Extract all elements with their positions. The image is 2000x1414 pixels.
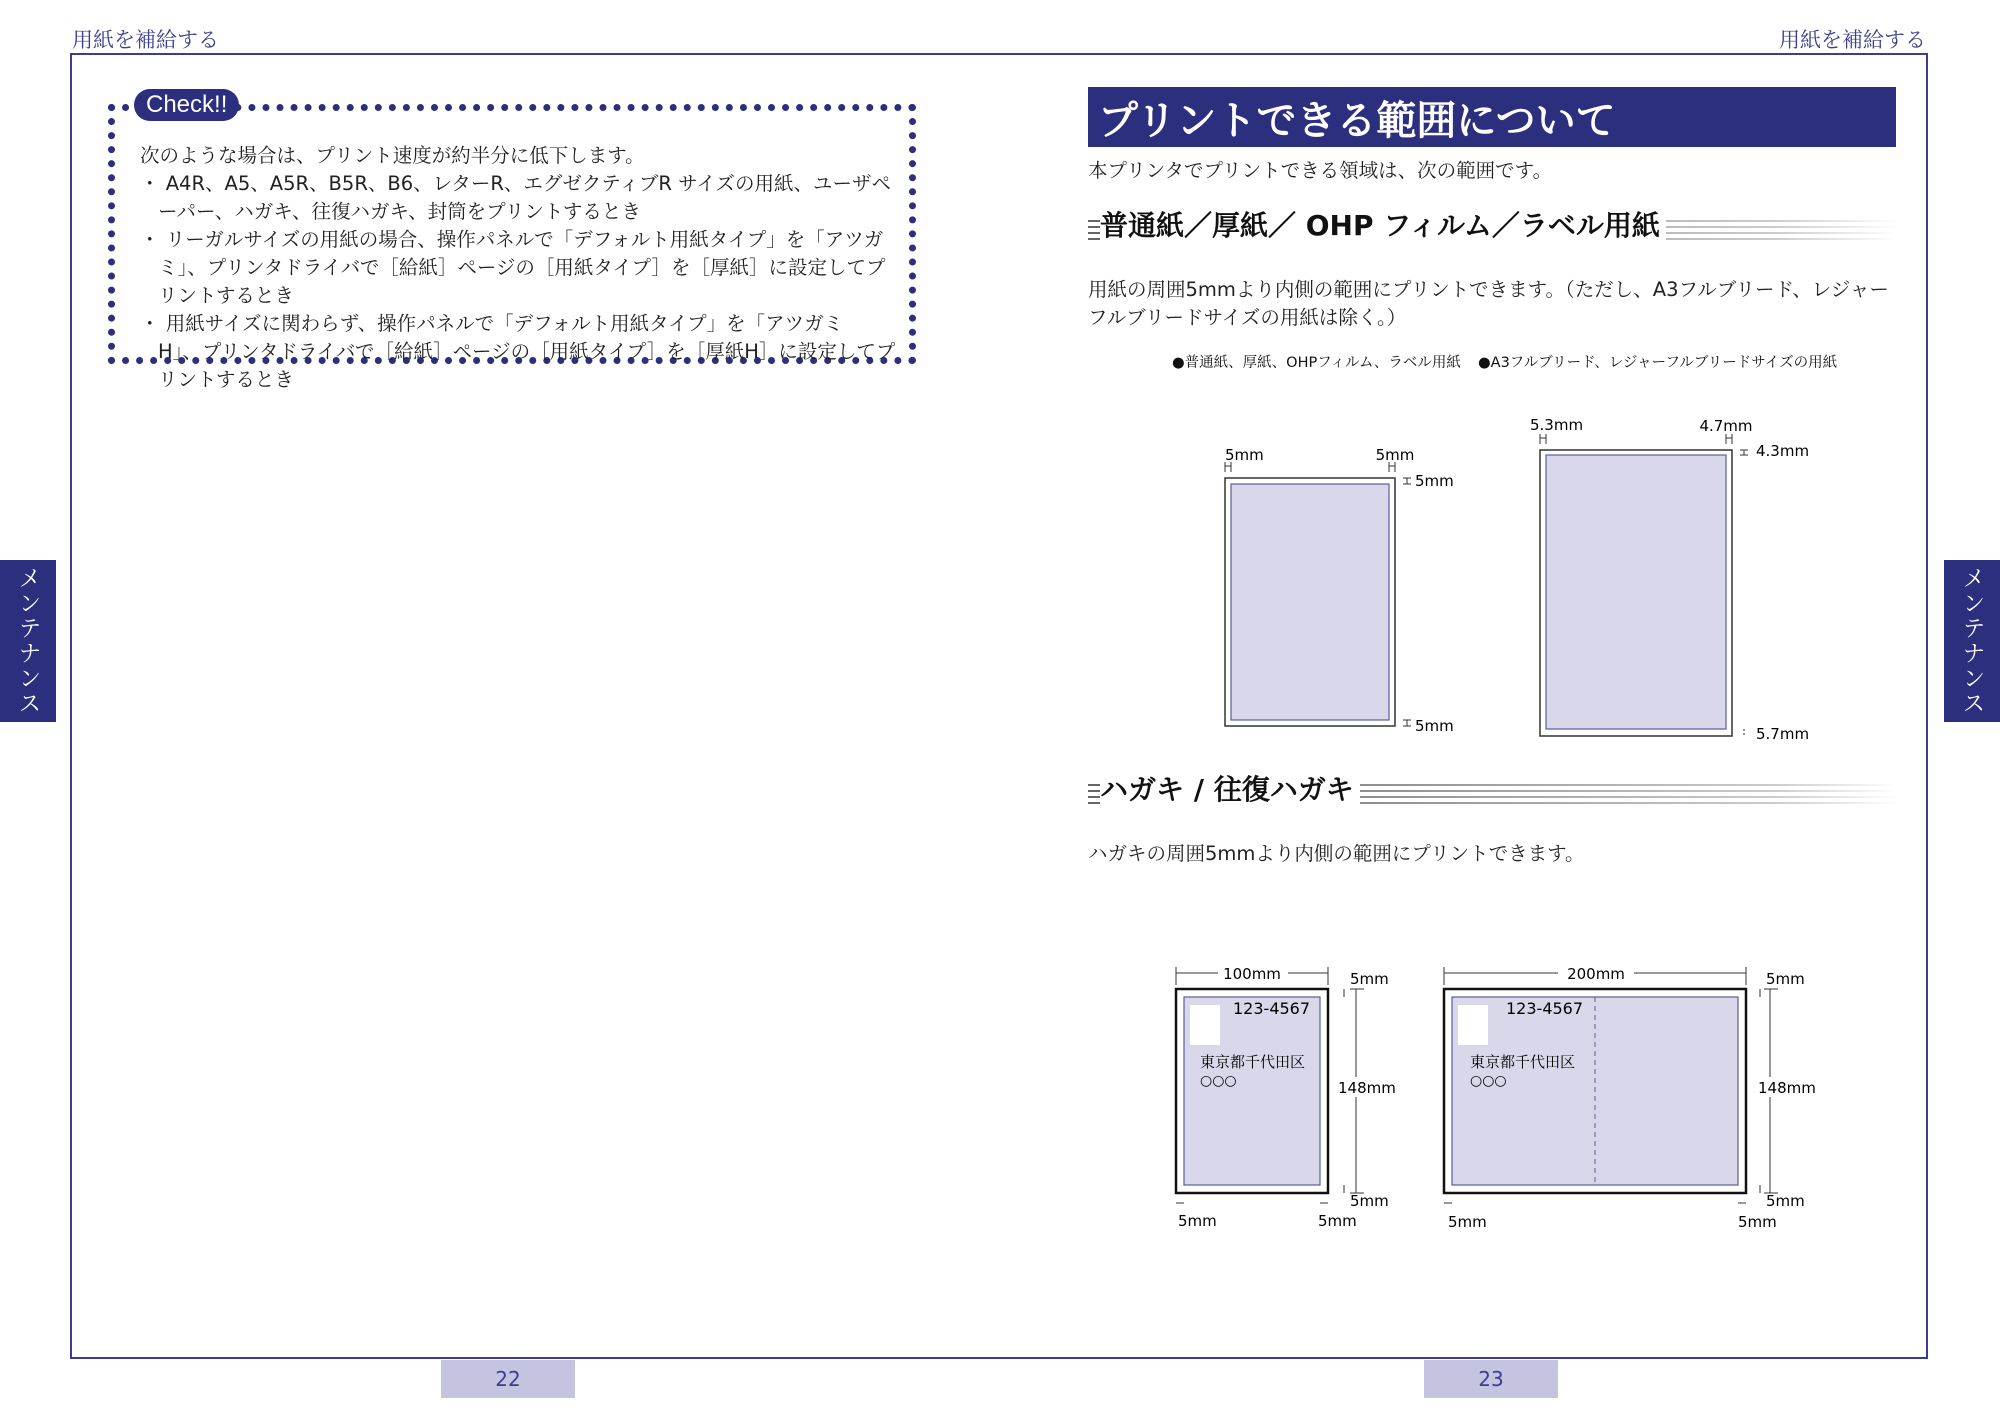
diagram-return-postcard xyxy=(1430,955,1830,1235)
postcard-name: ○○○ xyxy=(1200,1073,1237,1089)
return-postcard-right: 5mm xyxy=(1738,1213,1777,1231)
caption-left: ●普通紙、厚紙、OHPフィルム、ラベル用紙 xyxy=(1172,355,1461,371)
check-body xyxy=(140,142,900,394)
check-item: ・ A4R、A5、A5R、B5R、B6、レターR、エグゼクティブR サイズの用紙、ユーザペーパー、ハガキ、往復ハガキ、封筒をプリントするとき xyxy=(140,172,892,223)
postcard-height: 148mm xyxy=(1338,1079,1396,1097)
return-postcard-name: ○○○ xyxy=(1470,1073,1507,1089)
check-item: ・ 用紙サイズに関わらず、操作パネルで「デフォルト用紙タイプ」を「アツガミ H」、プリンタドライバで［給紙］ページの［用紙タイプ］を［厚紙H］に設定してプリントするとき xyxy=(140,312,896,391)
page-number-right: 23 xyxy=(1424,1360,1558,1398)
postcard-zip: 123-4567 xyxy=(1233,999,1311,1018)
postcard-width: 100mm xyxy=(1223,965,1281,983)
postcard-left: 5mm xyxy=(1178,1212,1217,1230)
caption-right: ●A3フルブリード、レジャーフルブリードサイズの用紙 xyxy=(1478,355,1838,371)
diagram-fullbleed-paper xyxy=(1520,410,1820,750)
running-header-right: 用紙を補給する xyxy=(1779,28,1926,52)
section2-title: ハガキ / 往復ハガキ xyxy=(1100,768,1360,808)
return-postcard-height: 148mm xyxy=(1758,1079,1816,1097)
section1-text: 用紙の周囲5mmより内側の範囲にプリントできます。（ただし、A3フルブリード、レジャーフルブリードサイズの用紙は除く。） xyxy=(1088,278,1889,329)
diagram-postcard xyxy=(1160,955,1420,1235)
return-postcard-bottom: 5mm xyxy=(1766,1192,1805,1210)
margin-left-label: 5mm xyxy=(1225,446,1264,464)
postcard-right: 5mm xyxy=(1318,1212,1357,1230)
fb-margin-top-label: 4.3mm xyxy=(1756,442,1810,460)
side-tab-left: メンテナンス xyxy=(0,560,56,722)
margin-top-label: 5mm xyxy=(1415,472,1454,490)
side-tab-right: メンテナンス xyxy=(1944,560,2000,722)
fb-margin-left-label: 5.3mm xyxy=(1530,416,1584,434)
fb-margin-bottom-label: 5.7mm xyxy=(1756,725,1810,743)
check-intro: 次のような場合は、プリント速度が約半分に低下します。 xyxy=(140,144,645,167)
return-postcard-zip: 123-4567 xyxy=(1506,999,1584,1018)
running-header-left: 用紙を補給する xyxy=(72,28,219,52)
postcard-address: 東京都千代田区 xyxy=(1200,1053,1306,1071)
check-badge: Check!! xyxy=(134,89,239,121)
intro-text: 本プリンタでプリントできる領域は、次の範囲です。 xyxy=(1088,159,1553,182)
diagram-standard-paper xyxy=(1205,440,1454,740)
postcard-bottom: 5mm xyxy=(1350,1192,1389,1210)
return-postcard-width: 200mm xyxy=(1567,965,1625,983)
margin-right-label: 5mm xyxy=(1375,446,1415,464)
section1-title: 普通紙／厚紙／ OHP フィルム／ラベル用紙 xyxy=(1100,204,1666,244)
return-postcard-address: 東京都千代田区 xyxy=(1470,1053,1576,1071)
margin-bottom-label: 5mm xyxy=(1415,717,1454,735)
check-item: ・ リーガルサイズの用紙の場合、操作パネルで「デフォルト用紙タイプ」を「アツガミ」、プリンタドライバで［給紙］ページの［用紙タイプ］を［厚紙］に設定してプリントするとき xyxy=(140,228,886,307)
return-postcard-left: 5mm xyxy=(1448,1213,1487,1231)
return-postcard-top: 5mm xyxy=(1766,970,1805,988)
page-number-left: 22 xyxy=(441,1360,575,1398)
fb-margin-right-label: 4.7mm xyxy=(1699,417,1753,435)
postcard-top: 5mm xyxy=(1350,970,1389,988)
section2-text: ハガキの周囲5mmより内側の範囲にプリントできます。 xyxy=(1088,842,1585,865)
page-title: プリントできる範囲について xyxy=(1088,87,1896,147)
